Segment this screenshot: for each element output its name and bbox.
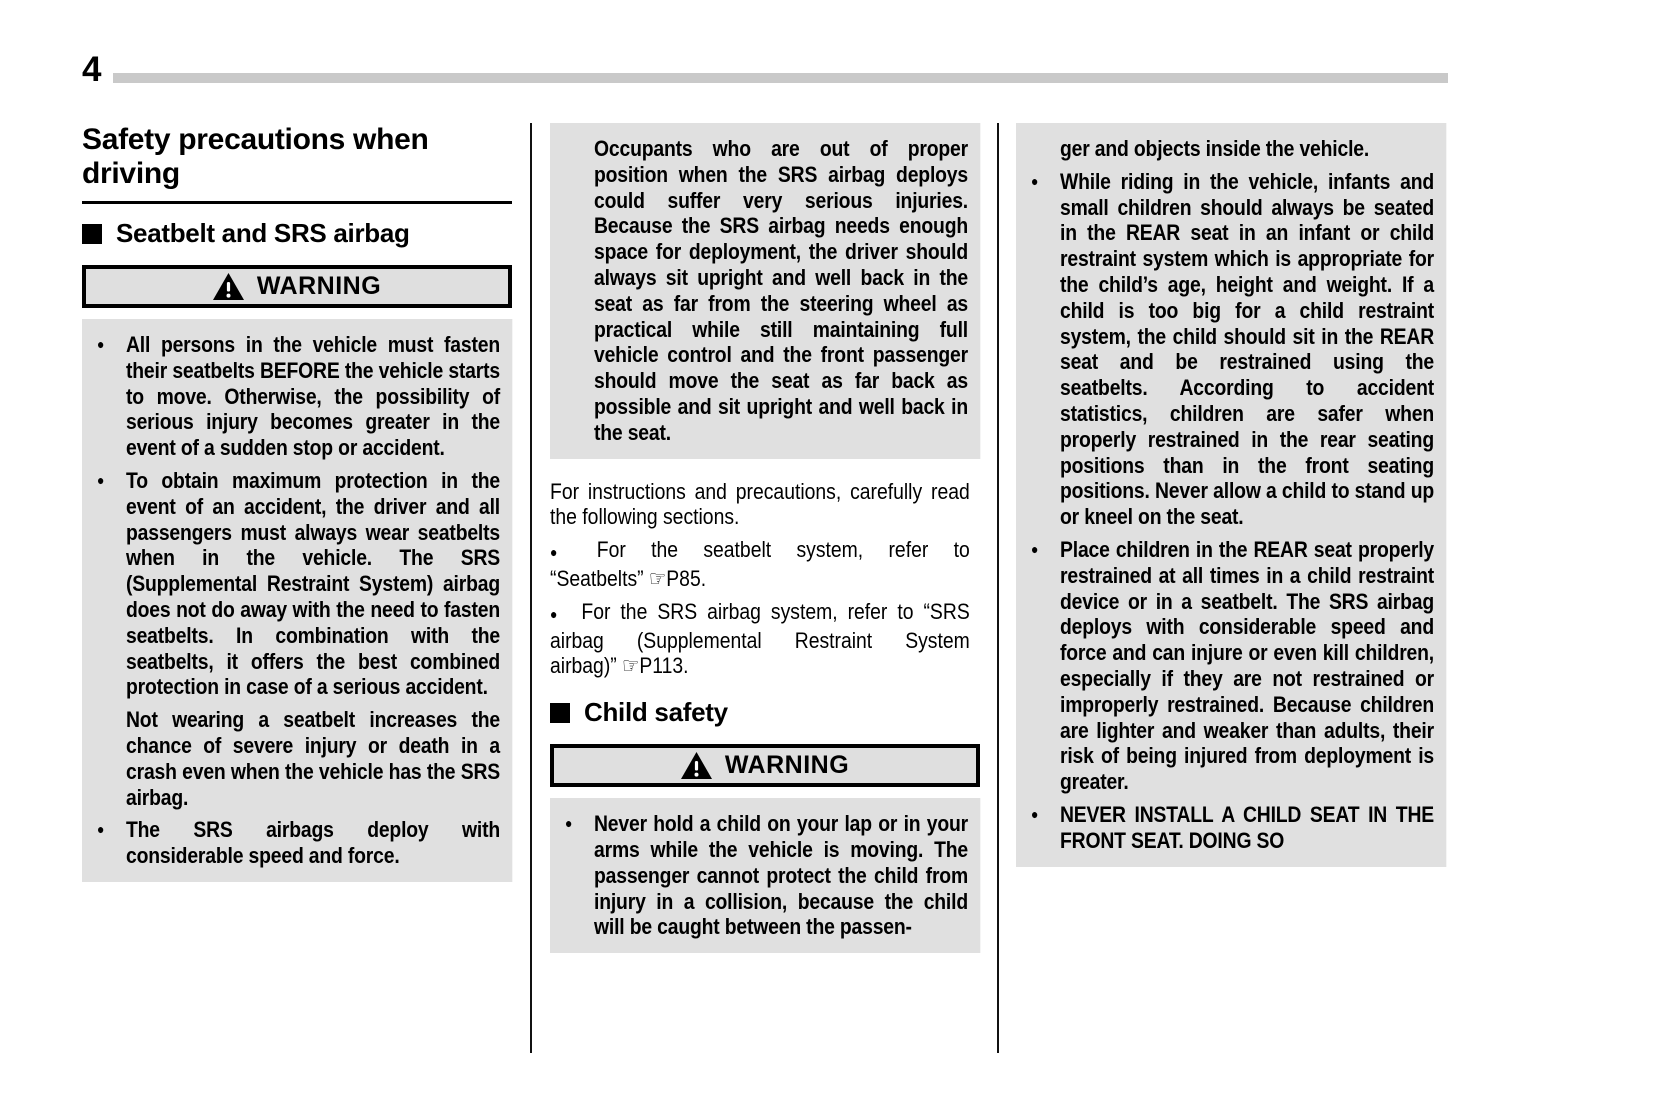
intro-paragraph: For instructions and precautions, carefully read the following sections. bbox=[550, 478, 970, 530]
list-item-text: While riding in the vehicle, infants and small children should always be seated in the REAR seat in an infant or child restraint system which is appropriate for the child’s age, height and weight. If a child is too big for a child restraint system, the child should sit in the REAR seat and be restrained using the seatbelts. According to accident statistics, children are safer when properly restrained in the rear seating positions than in the front seating positions. Never allow a child to stand up or kneel on the seat. bbox=[1060, 168, 1434, 530]
list-item bbox=[82, 468, 512, 700]
warning-triangle-icon bbox=[213, 273, 244, 300]
bullet-icon: ● bbox=[550, 544, 578, 561]
reference-item bbox=[550, 599, 980, 679]
column-divider bbox=[530, 123, 532, 1053]
column-2 bbox=[550, 123, 980, 953]
list-item bbox=[1016, 169, 1446, 530]
section-heading-child-safety bbox=[550, 697, 980, 728]
warning-triangle-icon bbox=[681, 752, 712, 779]
bullet-spacer bbox=[82, 707, 126, 810]
bullet-spacer bbox=[1016, 136, 1060, 162]
list-item bbox=[82, 707, 512, 810]
list-item-text: The SRS airbags deploy with considerable speed and force. bbox=[126, 817, 500, 869]
list-item-text: Never hold a child on your lap or in your arms while the vehicle is moving. The passenger cannot protect the child from injury in a collision, because the child will be caught between the passen- bbox=[594, 811, 968, 940]
section-heading-label: Seatbelt and SRS airbag bbox=[116, 218, 410, 248]
list-item bbox=[550, 136, 980, 446]
list-item bbox=[550, 811, 980, 940]
warning-box bbox=[550, 744, 980, 787]
warning-label: WARNING bbox=[724, 751, 850, 780]
section-marker-icon bbox=[82, 224, 102, 244]
warning-label: WARNING bbox=[256, 272, 382, 300]
warning-text-block bbox=[82, 319, 512, 882]
page-reference: P113. bbox=[639, 653, 689, 679]
carryover-text: Occupants who are out of proper position when the SRS airbag deploys could suffer very serious injuries. Because the SRS airbag needs enough space for deployment, the driver should always sit upright and well back in the seat as far from the steering wheel as practical while still maintaining full vehicle control and the front passenger should move the seat as far back as possible and sit upright and well back in the seat. bbox=[594, 136, 968, 445]
page-number: 4 bbox=[82, 50, 102, 89]
list-item bbox=[1016, 802, 1446, 854]
list-item bbox=[82, 817, 512, 869]
column-3 bbox=[1016, 123, 1448, 867]
pointer-hand-icon: ☞ bbox=[621, 653, 640, 679]
bullet-icon: ● bbox=[96, 471, 105, 488]
pointer-hand-icon: ☞ bbox=[648, 565, 667, 591]
warning-text-block bbox=[550, 798, 980, 953]
page-title: Safety precautions when driving bbox=[82, 123, 429, 190]
column-1-body bbox=[82, 319, 512, 882]
column-2-body bbox=[550, 123, 980, 679]
reference-text: For the SRS airbag system, refer to “SRS airbag (Supplemental Restraint System airbag)” bbox=[550, 598, 970, 679]
bullet-icon: ● bbox=[564, 815, 573, 832]
instructions-block bbox=[550, 479, 980, 680]
list-item-text: NEVER INSTALL A CHILD SEAT IN THE FRONT SEAT. DOING SO bbox=[1060, 801, 1434, 853]
list-item bbox=[1016, 537, 1446, 795]
bullet-icon: ● bbox=[1030, 540, 1039, 557]
list-item-text: Place children in the REAR seat properly restrained at all times in a child restraint device or in a seatbelt. The SRS airbag deploys with considerable speed and force and can injure or even kill children, especially if they are not restrained or improperly restrained. Because children are lighter and weaker than adults, their risk of being injured from deployment is greater. bbox=[1060, 536, 1434, 795]
reference-text: For the seatbelt system, refer to “Seatbelts” bbox=[550, 537, 970, 591]
bullet-icon: ● bbox=[1030, 172, 1039, 189]
list-item-text: To obtain maximum protection in the event of an accident, the driver and all passengers must always wear seatbelts when in the vehicle. The SRS (Supplemental Restraint System) airbag does not do away with the need to fasten seatbelts. In combination with the seatbelts, it offers the best combined protection in case of a serious accident. bbox=[126, 467, 500, 700]
column-3-body bbox=[1016, 123, 1446, 867]
title-rule bbox=[82, 201, 512, 204]
bullet-spacer bbox=[550, 136, 594, 446]
bullet-icon: ● bbox=[1030, 805, 1039, 822]
bullet-icon: ● bbox=[96, 821, 105, 838]
reference-item bbox=[550, 537, 980, 592]
list-item-text: Not wearing a seatbelt increases the chance of severe injury or death in a crash even when the vehicle has the SRS airbag. bbox=[126, 707, 500, 810]
list-item bbox=[1016, 136, 1446, 162]
warning-text-block bbox=[550, 123, 980, 459]
section-heading-label: Child safety bbox=[584, 697, 728, 728]
list-item-text: All persons in the vehicle must fasten their seatbelts BEFORE the vehicle starts to move. Otherwise, the possibility of serious injury becomes greater in the event of a sudden stop or accident. bbox=[126, 332, 500, 461]
section-marker-icon bbox=[550, 703, 570, 723]
carryover-text: ger and objects inside the vehicle. bbox=[1060, 136, 1370, 161]
column-1 bbox=[82, 123, 512, 882]
section-heading-seatbelt bbox=[82, 218, 512, 249]
warning-box bbox=[82, 265, 512, 308]
column-divider bbox=[997, 123, 999, 1053]
bullet-icon: ● bbox=[96, 336, 105, 352]
column-2-lower-body bbox=[550, 798, 980, 953]
bullet-icon: ● bbox=[550, 605, 563, 622]
page-reference: P85. bbox=[666, 565, 707, 591]
list-item bbox=[82, 332, 512, 461]
warning-text-block bbox=[1016, 123, 1446, 867]
header-rule bbox=[113, 73, 1448, 83]
